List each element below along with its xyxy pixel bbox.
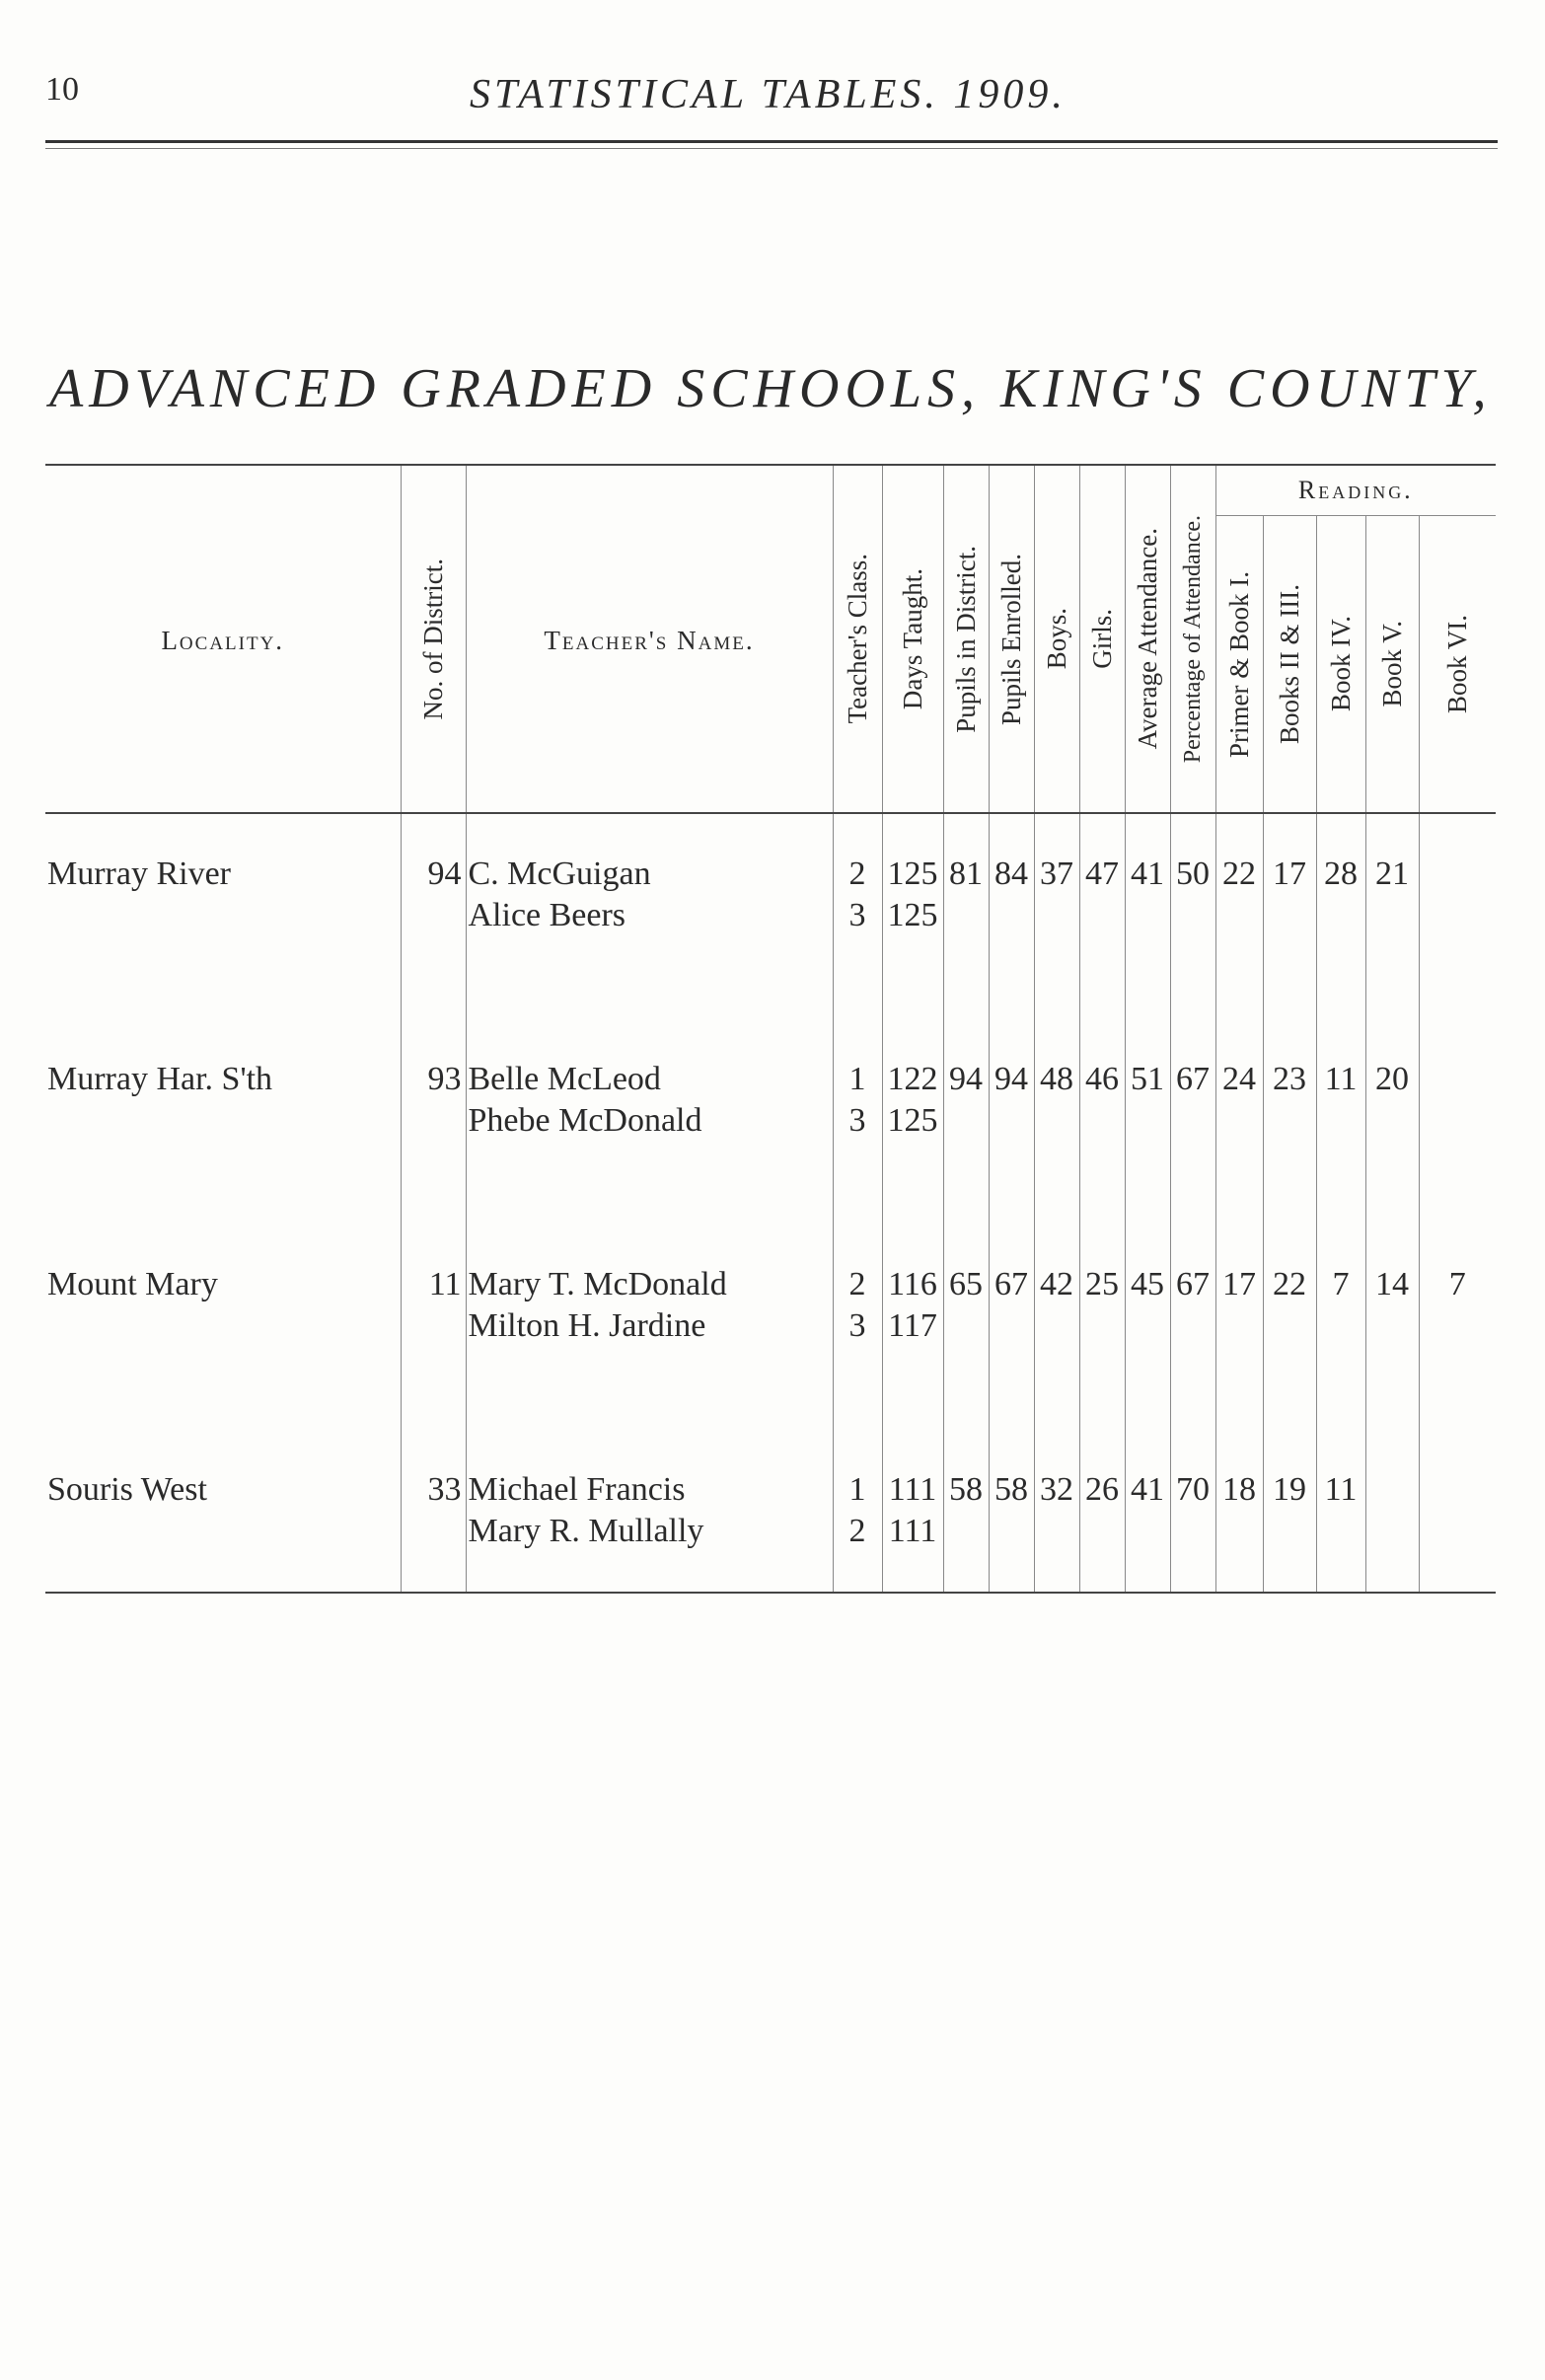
primer-cell: 22 <box>1215 854 1263 895</box>
pct-attendance-cell: 67 <box>1170 1264 1215 1305</box>
avg-attendance-cell: 51 <box>1125 1059 1170 1100</box>
empty-cell <box>989 1511 1034 1552</box>
district-cell-empty <box>401 1100 466 1142</box>
empty-cell <box>1079 895 1125 936</box>
empty-cell <box>1365 1100 1419 1142</box>
locality-cell: Souris West <box>47 1471 207 1508</box>
teacher-class-cell: 2 <box>833 1264 882 1305</box>
locality-cell-empty <box>45 895 401 936</box>
teacher-name-cell: C. McGuigan <box>466 854 833 895</box>
days-taught-cell: 125 <box>882 1100 943 1142</box>
pct-attendance-cell: 70 <box>1170 1469 1215 1511</box>
district-cell: 94 <box>401 854 466 895</box>
boys-cell: 42 <box>1034 1264 1079 1305</box>
pupils-district-cell: 58 <box>943 1469 989 1511</box>
empty-cell <box>1125 1305 1170 1347</box>
primer-cell: 17 <box>1215 1264 1263 1305</box>
books-2-3-cell: 23 <box>1263 1059 1316 1100</box>
empty-cell <box>1419 1100 1496 1142</box>
district-cell: 93 <box>401 1059 466 1100</box>
table-row-secondary <box>45 1100 1496 1142</box>
empty-cell <box>1419 1511 1496 1552</box>
empty-cell <box>989 1305 1034 1347</box>
header-reading: Reading. <box>1215 465 1496 516</box>
boys-cell: 37 <box>1034 854 1079 895</box>
empty-cell <box>1316 895 1365 936</box>
boys-cell: 48 <box>1034 1059 1079 1100</box>
district-cell: 33 <box>401 1469 466 1511</box>
header-rule <box>45 140 1498 143</box>
days-taught-cell: 111 <box>882 1511 943 1552</box>
empty-cell <box>1263 1100 1316 1142</box>
running-title: STATISTICAL TABLES. 1909. <box>470 72 1067 117</box>
empty-cell <box>1034 1305 1079 1347</box>
empty-cell <box>1125 1511 1170 1552</box>
avg-attendance-cell: 45 <box>1125 1264 1170 1305</box>
teacher-class-cell: 1 <box>833 1469 882 1511</box>
header-books-2-3: Books II & III. <box>1263 516 1316 814</box>
header-avg-attendance: Average Attendance. <box>1125 465 1170 813</box>
empty-cell <box>1215 1511 1263 1552</box>
empty-cell <box>1125 1100 1170 1142</box>
teacher-name-cell: Mary T. McDonald <box>466 1264 833 1305</box>
empty-cell <box>1419 895 1496 936</box>
empty-cell <box>989 1100 1034 1142</box>
empty-cell <box>1170 1305 1215 1347</box>
teacher-class-cell: 2 <box>833 854 882 895</box>
empty-cell <box>1365 1511 1419 1552</box>
pupils-enrolled-cell: 58 <box>989 1469 1034 1511</box>
empty-cell <box>1215 1100 1263 1142</box>
days-taught-cell: 125 <box>882 895 943 936</box>
teacher-name-cell: Belle McLeod <box>466 1059 833 1100</box>
page-number: 10 <box>45 71 79 108</box>
pupils-district-cell: 65 <box>943 1264 989 1305</box>
statistics-table <box>45 464 1496 1594</box>
empty-cell <box>1215 895 1263 936</box>
header-days: Days Taught. <box>882 465 943 813</box>
header-primer: Primer & Book I. <box>1215 516 1263 814</box>
district-cell-empty <box>401 1305 466 1347</box>
table-row-secondary <box>45 1305 1496 1347</box>
girls-cell: 26 <box>1079 1469 1125 1511</box>
empty-cell <box>1365 1305 1419 1347</box>
empty-cell <box>989 895 1034 936</box>
teacher-name-cell: Milton H. Jardine <box>466 1305 833 1347</box>
header-rule-thin <box>45 148 1498 149</box>
empty-cell <box>1263 1511 1316 1552</box>
table-row <box>45 1059 1496 1100</box>
empty-cell <box>1316 1305 1365 1347</box>
empty-cell <box>943 1511 989 1552</box>
header-book-4: Book IV. <box>1316 516 1365 814</box>
empty-cell <box>1316 1100 1365 1142</box>
header-girls: Girls. <box>1079 465 1125 813</box>
empty-cell <box>1170 1100 1215 1142</box>
empty-cell <box>1125 895 1170 936</box>
boys-cell: 32 <box>1034 1469 1079 1511</box>
teacher-class-cell: 3 <box>833 1305 882 1347</box>
days-taught-cell: 116 <box>882 1264 943 1305</box>
empty-cell <box>1034 1100 1079 1142</box>
empty-cell <box>1365 895 1419 936</box>
book-6-cell: 7 <box>1419 1264 1496 1305</box>
book-6-cell <box>1419 1059 1496 1100</box>
days-taught-cell: 122 <box>882 1059 943 1100</box>
empty-cell <box>1170 1511 1215 1552</box>
pupils-district-cell: 81 <box>943 854 989 895</box>
primer-cell: 18 <box>1215 1469 1263 1511</box>
books-2-3-cell: 19 <box>1263 1469 1316 1511</box>
header-locality: Locality. <box>161 625 285 655</box>
teacher-class-cell: 3 <box>833 895 882 936</box>
book-4-cell: 11 <box>1316 1059 1365 1100</box>
empty-cell <box>1079 1511 1125 1552</box>
days-taught-cell: 125 <box>882 854 943 895</box>
avg-attendance-cell: 41 <box>1125 1469 1170 1511</box>
district-cell-empty <box>401 895 466 936</box>
pct-attendance-cell: 67 <box>1170 1059 1215 1100</box>
header-teacher: Teacher's Name. <box>466 465 833 813</box>
pct-attendance-cell: 50 <box>1170 854 1215 895</box>
book-4-cell: 11 <box>1316 1469 1365 1511</box>
row-gap <box>45 1347 1496 1469</box>
pupils-enrolled-cell: 84 <box>989 854 1034 895</box>
teacher-name-cell: Michael Francis <box>466 1469 833 1511</box>
teacher-class-cell: 3 <box>833 1100 882 1142</box>
header-book-6: Book VI. <box>1419 516 1496 814</box>
book-6-cell <box>1419 854 1496 895</box>
empty-cell <box>1079 1100 1125 1142</box>
pupils-enrolled-cell: 94 <box>989 1059 1034 1100</box>
empty-cell <box>1215 1305 1263 1347</box>
empty-cell <box>1419 1305 1496 1347</box>
book-4-cell: 28 <box>1316 854 1365 895</box>
days-taught-cell: 111 <box>882 1469 943 1511</box>
row-gap <box>45 1552 1496 1593</box>
girls-cell: 46 <box>1079 1059 1125 1100</box>
teacher-name-cell: Phebe McDonald <box>466 1100 833 1142</box>
table-row-secondary <box>45 895 1496 936</box>
avg-attendance-cell: 41 <box>1125 854 1170 895</box>
books-2-3-cell: 22 <box>1263 1264 1316 1305</box>
empty-cell <box>1170 895 1215 936</box>
district-cell-empty <box>401 1511 466 1552</box>
pupils-district-cell: 94 <box>943 1059 989 1100</box>
book-5-cell: 20 <box>1365 1059 1419 1100</box>
locality-cell: Murray River <box>47 855 232 892</box>
empty-cell <box>943 1100 989 1142</box>
header-pupils-district: Pupils in District. <box>943 465 989 813</box>
empty-cell <box>943 895 989 936</box>
book-5-cell <box>1365 1469 1419 1511</box>
empty-cell <box>1316 1511 1365 1552</box>
locality-cell: Murray Har. S'th <box>47 1061 273 1097</box>
row-gap <box>45 936 1496 1059</box>
table-row <box>45 1469 1496 1511</box>
days-taught-cell: 117 <box>882 1305 943 1347</box>
pupils-enrolled-cell: 67 <box>989 1264 1034 1305</box>
teacher-name-cell: Mary R. Mullally <box>466 1511 833 1552</box>
table-row-secondary <box>45 1511 1496 1552</box>
locality-cell-empty <box>45 1305 401 1347</box>
header-pupils-enrolled: Pupils Enrolled. <box>989 465 1034 813</box>
empty-cell <box>1034 895 1079 936</box>
empty-cell <box>1263 895 1316 936</box>
row-gap <box>45 1142 1496 1264</box>
locality-cell-empty <box>45 1100 401 1142</box>
teacher-class-cell: 1 <box>833 1059 882 1100</box>
book-4-cell: 7 <box>1316 1264 1365 1305</box>
locality-cell-empty <box>45 1511 401 1552</box>
girls-cell: 47 <box>1079 854 1125 895</box>
section-title: ADVANCED GRADED SCHOOLS, KING'S COUNTY, <box>49 358 1493 419</box>
primer-cell: 24 <box>1215 1059 1263 1100</box>
empty-cell <box>1079 1305 1125 1347</box>
table-body <box>45 813 1496 1593</box>
locality-cell: Mount Mary <box>47 1266 218 1302</box>
teacher-class-cell: 2 <box>833 1511 882 1552</box>
page-header <box>45 61 1496 117</box>
header-book-5: Book V. <box>1365 516 1419 814</box>
table-row <box>45 854 1496 895</box>
book-5-cell: 21 <box>1365 854 1419 895</box>
empty-cell <box>1034 1511 1079 1552</box>
table-row <box>45 1264 1496 1305</box>
book-5-cell: 14 <box>1365 1264 1419 1305</box>
empty-cell <box>1263 1305 1316 1347</box>
book-6-cell <box>1419 1469 1496 1511</box>
empty-cell <box>943 1305 989 1347</box>
district-cell: 11 <box>401 1264 466 1305</box>
header-pct-attendance: Percentage of Attendance. <box>1170 465 1215 813</box>
girls-cell: 25 <box>1079 1264 1125 1305</box>
books-2-3-cell: 17 <box>1263 854 1316 895</box>
header-boys: Boys. <box>1034 465 1079 813</box>
header-district: No. of District. <box>401 465 466 813</box>
teacher-name-cell: Alice Beers <box>466 895 833 936</box>
header-class: Teacher's Class. <box>833 465 882 813</box>
